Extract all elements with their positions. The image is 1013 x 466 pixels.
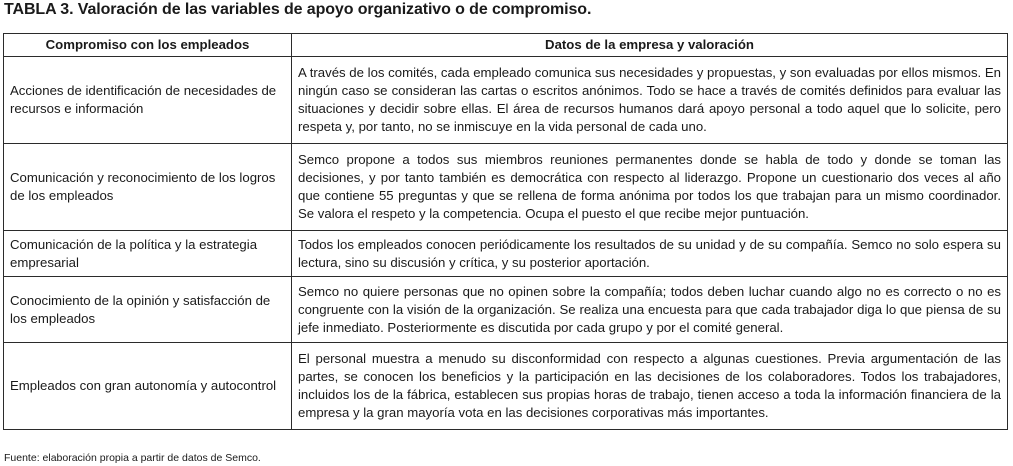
row-variable: Comunicación de la política y la estrategia empresarial xyxy=(4,231,292,277)
column-header-description: Datos de la empresa y valoración xyxy=(292,34,1008,57)
table-number: TABLA 3. xyxy=(4,1,74,18)
table-row xyxy=(4,343,1008,430)
row-variable: Acciones de identificación de necesidades de recursos e información xyxy=(4,57,292,144)
row-description: Semco no quiere personas que no opinen sobre la compañía; todos deben luchar cuando algo no es correcto o no es congruente con la visión de la organización. Se realiza una encuesta para que cada trabajador diga lo que piensa de su jefe inmediato. Posteriormente es discutida por cada grupo y por el comité general. xyxy=(292,277,1008,343)
row-variable: Conocimiento de la opinión y satisfacción de los empleados xyxy=(4,277,292,343)
row-description: A través de los comités, cada empleado comunica sus necesidades y propuestas, y son evaluadas por ellos mismos. En ningún caso se consideran las cartas o escritos anónimos. Todo se hace a través de comités definidos para evaluar las situaciones y decidir sobre ellas. El área de recursos humanos dará apoyo personal a todo aquel que lo solicite, pero respeta y, por tanto, no se inmiscuye en la vida personal de cada uno. xyxy=(292,57,1008,144)
table-row xyxy=(4,277,1008,343)
row-variable: Comunicación y reconocimiento de los logros de los empleados xyxy=(4,144,292,231)
row-description: El personal muestra a menudo su disconformidad con respecto a algunas cuestiones. Previa argumentación de las partes, se conocen los beneficios y la participación en las decisiones de los colaboradores. Todos los trabajadores, incluidos los de la fábrica, establecen sus propias horas de trabajo, tienen acceso a toda la información financiera de la empresa y la gran mayoría vota en las decisiones corporativas más importantes. xyxy=(292,343,1008,430)
source-note: Fuente: elaboración propia a partir de datos de Semco. xyxy=(4,452,261,464)
row-description: Semco propone a todos sus miembros reuniones permanentes donde se habla de todo y donde se toman las decisiones, y por tanto también es democrática con respecto al liderazgo. Propone un cuestionario dos veces al año que contiene 55 preguntas y que se rellena de forma anónima por todos los que trabajan para un mismo coordinador. Se valora el respeto y la competencia. Ocupa el puesto el que recibe mejor puntuación. xyxy=(292,144,1008,231)
table-caption: Valoración de las variables de apoyo organizativo o de compromiso. xyxy=(73,1,592,18)
row-variable: Empleados con gran autonomía y autocontrol xyxy=(4,343,292,430)
table-row xyxy=(4,231,1008,277)
table-title xyxy=(4,1,591,19)
table-row xyxy=(4,57,1008,144)
header-row xyxy=(4,34,1008,57)
column-header-variable: Compromiso con los empleados xyxy=(4,34,292,57)
table-row xyxy=(4,144,1008,231)
commitment-table xyxy=(3,33,1008,430)
row-description: Todos los empleados conocen periódicamente los resultados de su unidad y de su compañía. Semco no solo espera su lectura, sino su discusión y crítica, y su posterior aportación. xyxy=(292,231,1008,277)
